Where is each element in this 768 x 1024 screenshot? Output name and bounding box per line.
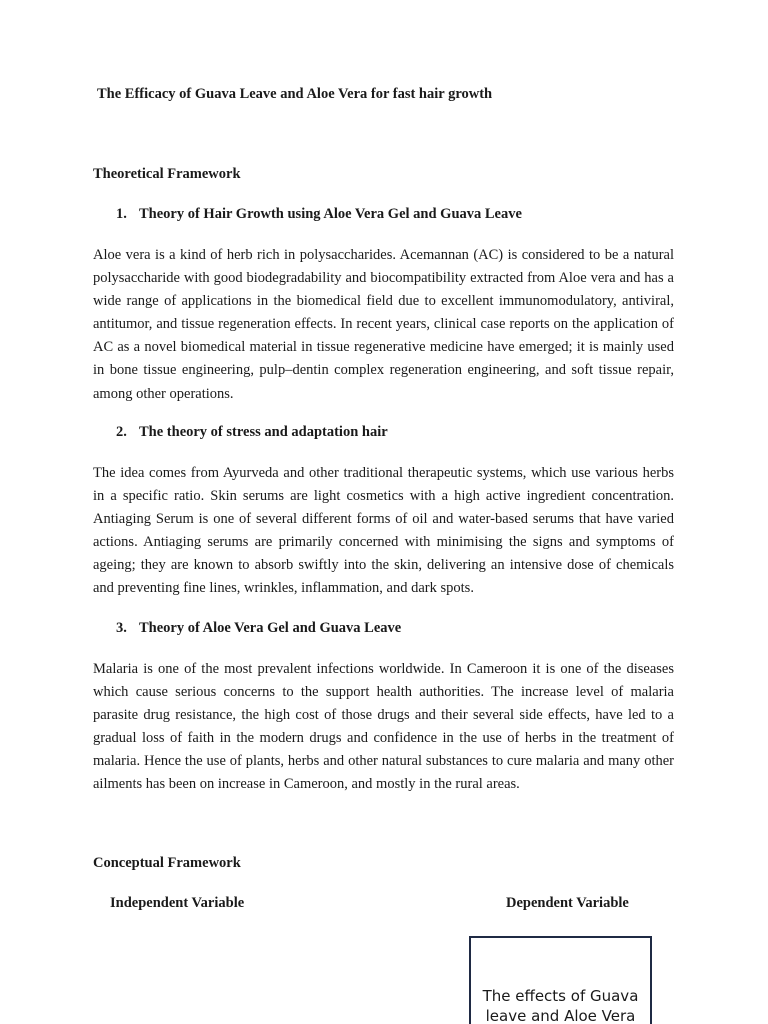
document-title: The Efficacy of Guava Leave and Aloe Vera for fast hair growth [97, 86, 493, 102]
section-1-heading [116, 206, 522, 223]
section-1-number: 1. [116, 206, 127, 222]
section-1-body: Aloe vera is a kind of herb rich in polysaccharides. Acemannan (AC) is considered to be a natural polysaccharide with good biodegradability and biocompatibility extracted from Aloe vera and has a wide range of applications in the biomedical field due to excellent immunomodulatory, antiviral, antitumor, and tissue regeneration effects. In recent years, clinical case reports on the application of AC as a novel biomedical material in tissue regenerative medicine have emerged; it is mainly used in bone tissue engineering, pulp–dentin complex regeneration engineering, and soft tissue repair, among other operations. [93, 247, 674, 402]
conceptual-framework-heading: Conceptual Framework [93, 855, 241, 871]
section-2-title: The theory of stress and adaptation hair [139, 424, 388, 440]
section-2-number: 2. [116, 424, 127, 440]
theoretical-framework-heading: Theoretical Framework [93, 166, 241, 182]
dependent-variable-box-text [471, 986, 650, 1024]
section-3-body: Malaria is one of the most prevalent infections worldwide. In Cameroon it is one of the diseases which cause serious concerns to the support health authorities. The increase level of malaria parasite drug resistance, the high cost of those drugs and their several side effects, have led to a gradual loss of faith in the modern drugs and confidence in the use of herbs in the treatment of malaria. Hence the use of plants, herbs and other natural substances to cure malaria and many other ailments has been on increase in Cameroon, and mostly in the rural areas. [93, 661, 674, 793]
dependent-box-line-2: leave and Aloe Vera [485, 1007, 636, 1024]
section-3-heading [116, 620, 401, 637]
section-2-heading [116, 424, 388, 441]
section-3-number: 3. [116, 620, 127, 636]
section-1-title: Theory of Hair Growth using Aloe Vera Gel and Guava Leave [139, 206, 522, 222]
dependent-box-line-1: The effects of Guava [482, 987, 639, 1005]
section-3-title: Theory of Aloe Vera Gel and Guava Leave [139, 620, 402, 636]
independent-variable-label: Independent Variable [110, 895, 245, 911]
section-2-body: The idea comes from Ayurveda and other traditional therapeutic systems, which use various herbs in a specific ratio. Skin serums are light cosmetics with a high active ingredient concentration. Antiaging Serum is one of several different forms of oil and water-based serums that have varied actions. Antiaging serums are primarily concerned with minimising the signs and symptoms of ageing; they are known to absorb swiftly into the skin, delivering an intensive dose of chemicals and preventing fine lines, wrinkles, inflammation, and dark spots. [93, 465, 674, 597]
dependent-variable-label: Dependent Variable [506, 895, 629, 911]
dependent-variable-box [469, 936, 652, 1024]
